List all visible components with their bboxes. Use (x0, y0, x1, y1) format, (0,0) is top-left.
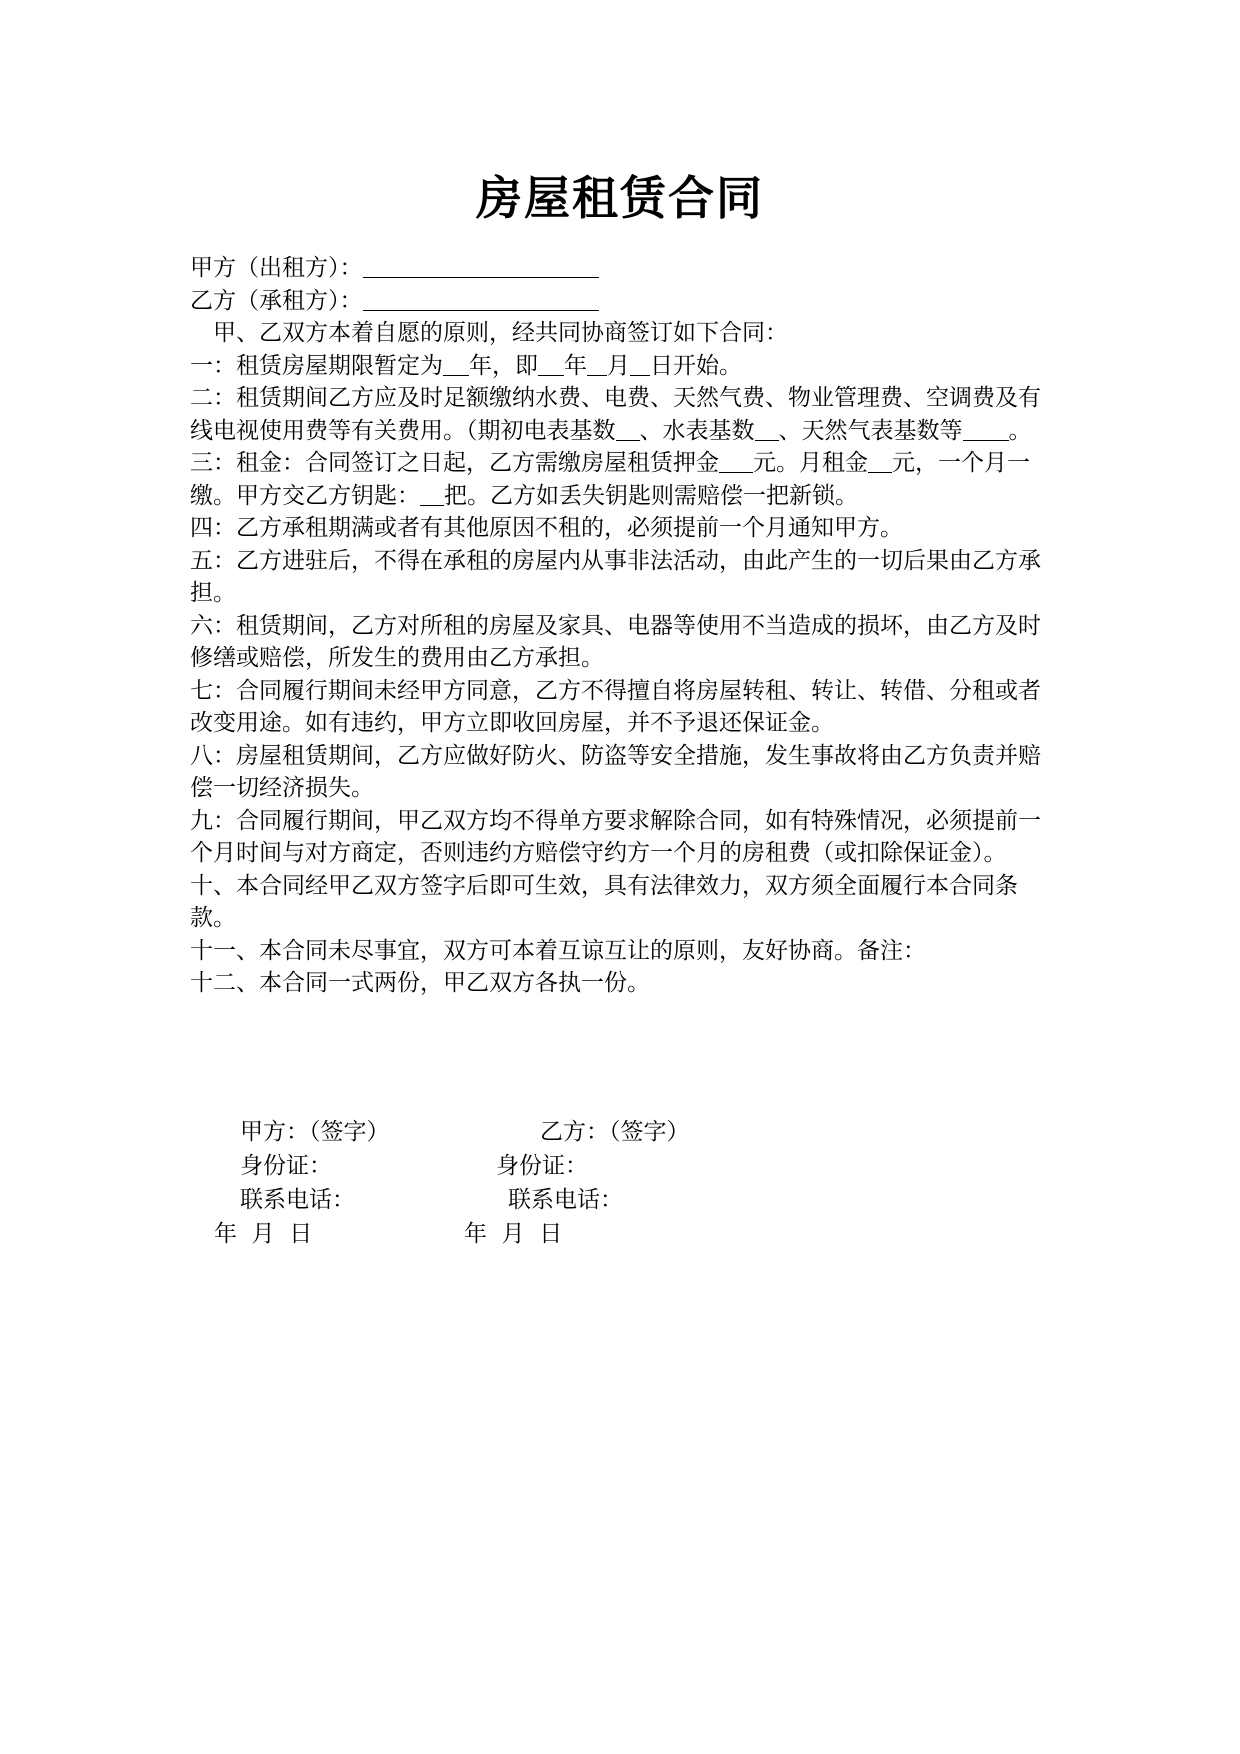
clause-10: 十、本合同经甲乙双方签字后即可生效，具有法律效力，双方须全面履行本合同条款。 (190, 872, 1018, 931)
clause-3-text-a: 三：租金：合同签订之日起，乙方需缴房屋租赁押金 (190, 450, 719, 476)
electric-meter-blank (616, 418, 640, 441)
clause-2-text-d: 。 (1008, 417, 1032, 444)
clause-12: 十二、本合同一式两份，甲乙双方各执一份。 (190, 970, 650, 996)
gas-meter-blank (963, 418, 1009, 441)
clause-2-text-b: 、水表基数 (639, 417, 755, 444)
start-month-blank (587, 353, 607, 376)
party-b-phone: 联系电话： (508, 1187, 623, 1213)
deposit-blank (719, 450, 753, 473)
party-a-phone: 联系电话： (240, 1187, 355, 1213)
party-a-date: 年 月 日 (214, 1221, 313, 1247)
clause-1-text-a: 一：租赁房屋期限暂定为 (190, 352, 443, 379)
party-a-signature: 甲方：（签字） (240, 1119, 390, 1145)
term-years-blank (443, 353, 469, 376)
clause-1-text-c: 年 (564, 352, 587, 379)
clause-3-text-b: 元。月租金 (753, 450, 868, 476)
intro-line: 甲、乙双方本着自愿的原则，经共同协商签订如下合同： (213, 320, 788, 346)
party-a-id: 身份证： (240, 1153, 332, 1179)
clause-3-text-d: 把。乙方如丢失钥匙则需赔偿一把新锁。 (444, 482, 858, 509)
clause-1-text-e: 日开始。 (650, 352, 742, 379)
party-a-blank (363, 255, 599, 278)
party-b-line (190, 285, 1060, 318)
clause-2 (190, 382, 1060, 447)
party-b-blank (363, 288, 599, 311)
clause-2-text-a: 二：租赁期间乙方应及时足额缴纳水费、电费、天然气费、物业管理费、空调费及有线电视使用费等有关费用。（期初电表基数 (190, 385, 1041, 444)
party-b-signature: 乙方：（签字） (540, 1119, 690, 1145)
clause-7: 七：合同履行期间未经甲方同意，乙方不得擅自将房屋转租、转让、转借、分租或者改变用途。如有违约，甲方立即收回房屋，并不予退还保证金。 (190, 677, 1041, 736)
key-count-blank (420, 483, 444, 506)
clause-8: 八：房屋租赁期间，乙方应做好防火、防盗等安全措施，发生事故将由乙方负责并赔偿一切经济损失。 (190, 742, 1041, 801)
start-year-blank (538, 353, 564, 376)
clause-3-text-c: 元，一个月一缴。甲方交乙方钥匙： (190, 450, 1030, 509)
clause-1 (190, 350, 1060, 383)
clause-5: 五：乙方进驻后，不得在承租的房屋内从事非法活动，由此产生的一切后果由乙方承担。 (190, 547, 1041, 606)
clause-6: 六：租赁期间，乙方对所租的房屋及家具、电器等使用不当造成的损坏，由乙方及时修缮或赔偿，所发生的费用由乙方承担。 (190, 612, 1041, 671)
clause-3 (190, 447, 1060, 512)
contract-body (190, 252, 1060, 1000)
clause-9: 九：合同履行期间，甲乙双方均不得单方要求解除合同，如有特殊情况，必须提前一个月时间与对方商定，否则违约方赔偿守约方一个月的房租费（或扣除保证金）。 (190, 807, 1041, 866)
party-b-date: 年 月 日 (464, 1221, 563, 1247)
start-day-blank (630, 353, 650, 376)
water-meter-blank (755, 418, 779, 441)
monthly-rent-blank (868, 450, 892, 473)
clause-2-text-c: 、天然气表基数等 (778, 417, 963, 444)
clause-1-text-d: 月 (607, 352, 630, 379)
party-b-id: 身份证： (496, 1153, 588, 1179)
party-a-label: 甲方（出租方）： (190, 255, 363, 281)
document-title: 房屋租赁合同 (476, 171, 764, 225)
party-b-label: 乙方（承租方）： (190, 287, 363, 314)
clause-4: 四：乙方承租期满或者有其他原因不租的，必须提前一个月通知甲方。 (190, 515, 903, 541)
clause-1-text-b: 年，即 (469, 352, 538, 379)
clause-11: 十一、本合同未尽事宜，双方可本着互谅互让的原则，友好协商。备注： (190, 937, 926, 964)
party-a-line (190, 252, 1060, 285)
